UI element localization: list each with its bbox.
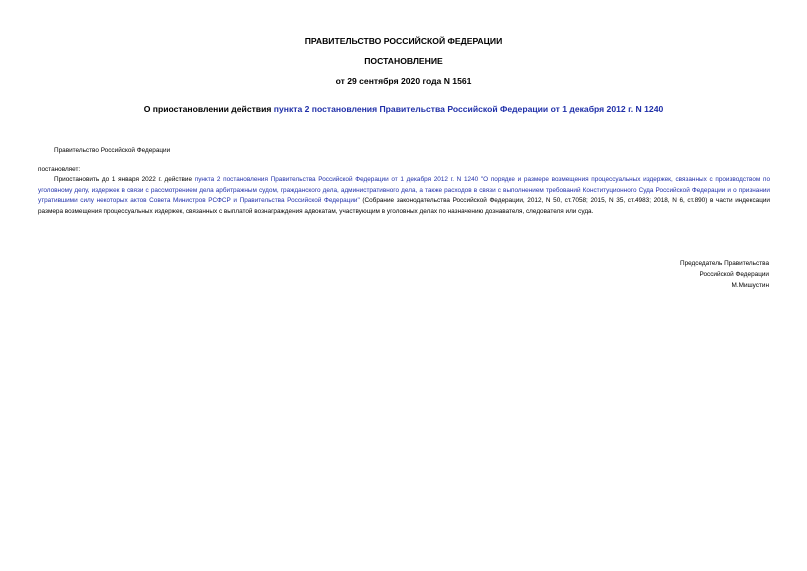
signature-position: Председатель Правительства bbox=[680, 260, 769, 267]
signature-name: М.Мишустин bbox=[731, 282, 769, 289]
document-title bbox=[0, 104, 807, 115]
paragraph-link[interactable]: пункта 2 постановления Правительства Российской Федерации от 1 декабря 2012 г. N 1240 "О порядке и размере возмещения процессуальных издержек, связанных с производством по уголовному делу, издержек в связи с рассмотрением дела арбитражным судом, гражданского дела, административного дела, а также расходов в связи с выполнением требований Конституционного Суда Российской Федерации и о признании утратившими силу некоторых актов Совета Министров РСФСР и Правительства Российской Федерации" bbox=[38, 176, 770, 204]
issuer-heading: ПРАВИТЕЛЬСТВО РОССИЙСКОЙ ФЕДЕРАЦИИ bbox=[304, 36, 503, 46]
title-prefix: О приостановлении действия bbox=[143, 104, 274, 114]
decrees-line: постановляет: bbox=[38, 166, 81, 173]
government-line: Правительство Российской Федерации bbox=[54, 147, 171, 154]
title-link[interactable]: пункта 2 постановления Правительства Российской Федерации от 1 декабря 2012 г. N 1240 bbox=[273, 104, 664, 114]
main-paragraph bbox=[38, 175, 770, 217]
date-number-heading: от 29 сентября 2020 года N 1561 bbox=[335, 76, 472, 86]
signature-organization: Российской Федерации bbox=[699, 271, 769, 278]
document-type-heading: ПОСТАНОВЛЕНИЕ bbox=[364, 56, 443, 66]
signature-block bbox=[680, 258, 769, 291]
paragraph-end: (Собрание законодательства Российской Федерации, 2012, N 50, ст.7058; 2015, N 35, ст.4983; 2018, N 6, ст.890) в части индексации размера возмещения процессуальных издержек, связанных с выплатой вознаграждения адвокатам, участвующим в уголовных делах по назначению дознавателя, следователя или суда. bbox=[38, 197, 770, 215]
paragraph-start: Приостановить до 1 января 2022 г. действие bbox=[54, 176, 195, 183]
